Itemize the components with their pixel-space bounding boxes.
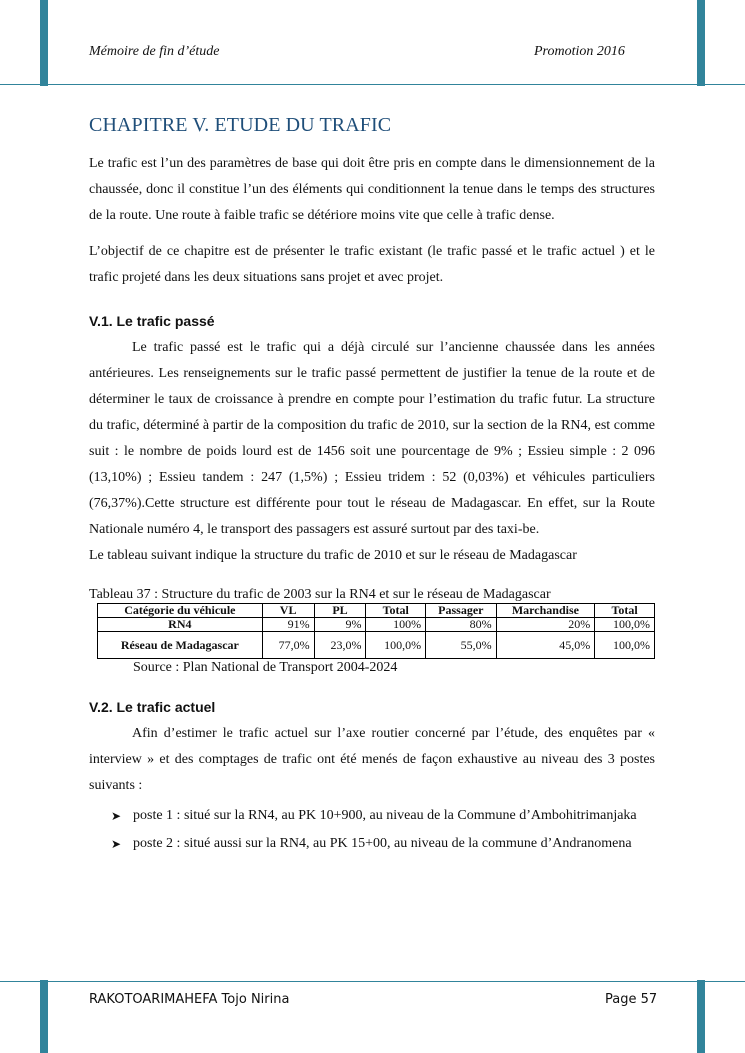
table-source: Source : Plan National de Transport 2004-2024: [133, 660, 398, 675]
table-row: [98, 618, 655, 632]
footer-author: RAKOTOARIMAHEFA Tojo Nirina: [89, 992, 290, 1007]
table-header-cell: Marchandise: [496, 604, 595, 618]
table-cell: 77,0%: [262, 632, 314, 659]
table-cell: 9%: [314, 618, 366, 632]
list-item-text: poste 2 : situé aussi sur la RN4, au PK 15+00, au niveau de la commune d’Andranomena: [133, 836, 632, 851]
table-header-cell: PL: [314, 604, 366, 618]
table-cell: 55,0%: [426, 632, 496, 659]
table-header-cell: VL: [262, 604, 314, 618]
table-cell: 91%: [262, 618, 314, 632]
table-header-cell: Passager: [426, 604, 496, 618]
footer-rule: [0, 981, 745, 982]
table-cell: 20%: [496, 618, 595, 632]
footer-page-number: Page 57: [605, 992, 658, 1007]
table-intro: Le tableau suivant indique la structure du trafic de 2010 et sur le réseau de Madagascar: [89, 548, 577, 563]
table-cell: 45,0%: [496, 632, 595, 659]
table-cell: 80%: [426, 618, 496, 632]
table-cell: 100,0%: [366, 632, 426, 659]
section-2-paragraph: Afin d’estimer le trafic actuel sur l’axe routier concerné par l’étude, des enquêtes par « interview » et des comptages de trafic ont été menés de façon exhaustive au niveau des 3 postes suivants :: [89, 726, 655, 793]
table-header-cell: Catégorie du véhicule: [98, 604, 263, 618]
page-content: [89, 114, 655, 859]
table-row-label: Réseau de Madagascar: [98, 632, 263, 659]
intro-paragraph-1: Le trafic est l’un des paramètres de base qui doit être pris en compte dans le dimensionnement de la chaussée, donc il constitue l’un des éléments qui conditionnent la tenue dans le temps des structures de la route. Une route à faible trafic se détériore moins vite que celle à trafic dense.: [89, 156, 655, 223]
table-cell: 100,0%: [595, 618, 655, 632]
arrow-bullet-icon: ➤: [111, 837, 122, 851]
table-row: [98, 632, 655, 659]
intro-paragraph-2: L’objectif de ce chapitre est de présenter le trafic existant (le trafic passé et le trafic actuel ) et le trafic projeté dans les deux situations sans projet et avec projet.: [89, 244, 655, 285]
bottom-right-accent-bar: [697, 980, 705, 1053]
section-1-paragraph: Le trafic passé est le trafic qui a déjà circulé sur l’ancienne chaussée dans les années antérieures. Les renseignements sur le trafic passé permettent de justifier la tenue de la route et de déterminer le taux de croissance à prendre en compte pour l’estimation du trafic futur. La structure du trafic, déterminé à partir de la composition du trafic de 2010, sur la section de la RN4, est comme suit : le nombre de poids lourd est de 1456 soit une pourcentage de 9% ; Essieu simple : 2 096 (13,10%) ; Essieu tandem : 247 (1,5%) ; Essieu tridem : 52 (0,03%) et véhicules particuliers (76,37%).Cette structure est différente pour tout le réseau de Madagascar. En effet, sur la Route Nationale numéro 4, le transport des passagers est assuré surtout par des taxi-be.: [89, 340, 655, 537]
table-caption: Tableau 37 : Structure du trafic de 2003 sur la RN4 et sur le réseau de Madagascar: [89, 587, 551, 602]
top-right-accent-bar: [697, 0, 705, 86]
header-title: Mémoire de fin d’étude: [89, 44, 220, 59]
top-left-accent-bar: [40, 0, 48, 86]
table-header-cell: Total: [595, 604, 655, 618]
list-item: [89, 803, 655, 829]
header-rule: [0, 84, 745, 85]
survey-posts-list: [89, 803, 655, 857]
table-row-label: RN4: [98, 618, 263, 632]
header-promotion: Promotion 2016: [534, 44, 625, 59]
table-cell: 100%: [366, 618, 426, 632]
section-1-title: V.1. Le trafic passé: [89, 313, 215, 329]
traffic-structure-table: [97, 603, 655, 659]
section-2-title: V.2. Le trafic actuel: [89, 699, 216, 715]
table-header-row: [98, 604, 655, 618]
table-cell: 100,0%: [595, 632, 655, 659]
table-header-cell: Total: [366, 604, 426, 618]
chapter-title: CHAPITRE V. ETUDE DU TRAFIC: [89, 114, 392, 136]
list-item-text: poste 1 : situé sur la RN4, au PK 10+900, au niveau de la Commune d’Ambohitrimanjaka: [133, 808, 637, 823]
arrow-bullet-icon: ➤: [111, 809, 122, 823]
list-item: [89, 831, 655, 857]
bottom-left-accent-bar: [40, 980, 48, 1053]
table-cell: 23,0%: [314, 632, 366, 659]
